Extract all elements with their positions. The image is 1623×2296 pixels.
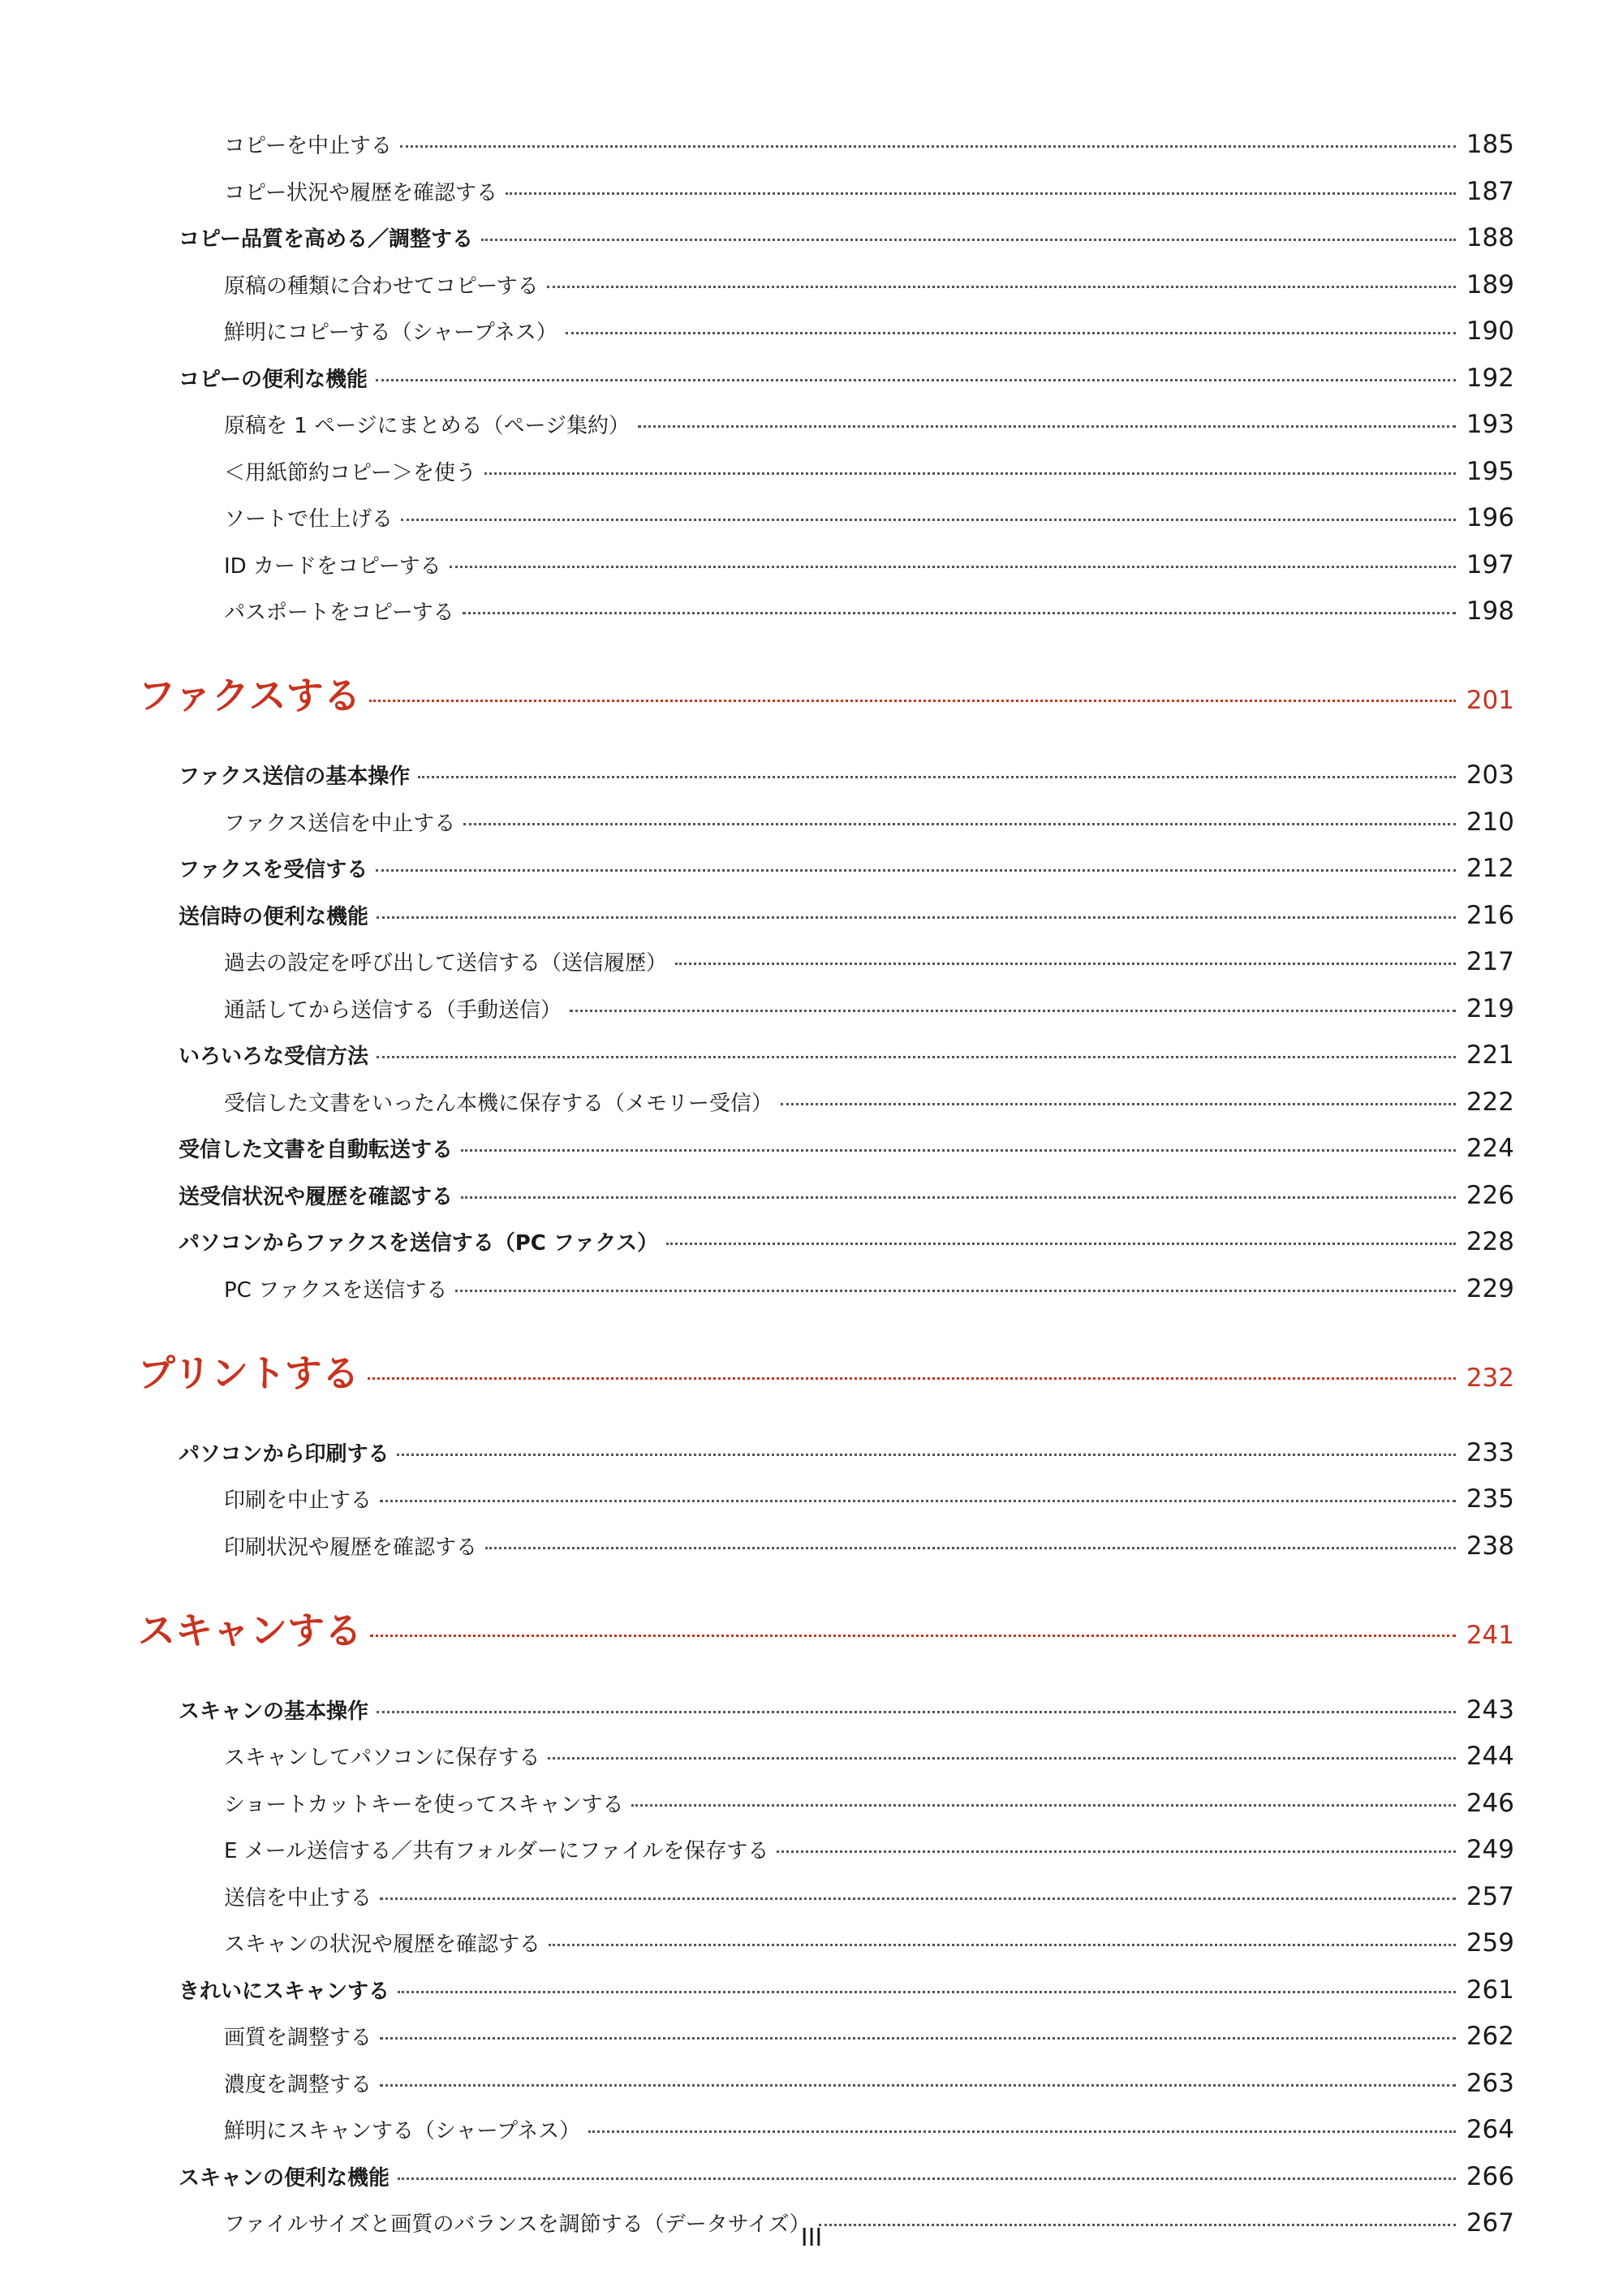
toc-entry-page: 203 <box>1466 760 1514 790</box>
dot-leader <box>376 379 1456 381</box>
toc-entry-page: 244 <box>1466 1742 1514 1771</box>
toc-entry-title: スキャンの基本操作 <box>179 1699 369 1724</box>
dot-leader <box>566 332 1456 334</box>
dot-leader <box>368 1377 1456 1380</box>
toc-entry-page: 257 <box>1466 1881 1514 1911</box>
toc-entry-title: スキャンの便利な機能 <box>179 2165 390 2190</box>
toc-entry-title: 通話してから送信する（手動送信） <box>224 997 562 1023</box>
toc-subsection-entry[interactable] <box>224 1268 1514 1310</box>
dot-leader <box>506 192 1456 195</box>
toc-entry-page: 212 <box>1466 854 1514 883</box>
toc-entry-page: 185 <box>1466 130 1514 159</box>
toc-entry-title: コピーの便利な機能 <box>179 367 368 392</box>
toc-entry-title: 送信時の便利な機能 <box>179 904 369 929</box>
toc-subsection-entry[interactable] <box>224 544 1514 586</box>
toc-section-entry[interactable] <box>179 1689 1514 1731</box>
dot-leader <box>380 1898 1456 1900</box>
toc-entry-title: 画質を調整する <box>224 2026 372 2050</box>
toc-section-entry[interactable] <box>179 894 1514 937</box>
toc-entry-title: ID カードをコピーする <box>224 554 441 579</box>
toc-subsection-entry[interactable] <box>224 590 1514 632</box>
toc-subsection-entry[interactable] <box>224 310 1514 352</box>
page-number: III <box>800 2224 823 2252</box>
toc-entry-page: 246 <box>1466 1788 1514 1818</box>
toc-entry-title: E メール送信する／共有フォルダーにファイルを保存する <box>224 1839 769 1863</box>
toc-section-entry[interactable] <box>179 1034 1514 1076</box>
toc-entry-page: 243 <box>1466 1695 1514 1725</box>
dot-leader <box>549 1944 1456 1946</box>
toc-entry-page: 198 <box>1466 597 1514 626</box>
dot-leader <box>547 286 1456 288</box>
toc-subsection-entry[interactable] <box>224 2062 1514 2104</box>
dot-leader <box>570 1010 1456 1012</box>
toc-entry-title: ファクスを受信する <box>179 858 368 882</box>
dot-leader <box>548 1757 1456 1760</box>
toc-entry-page: 189 <box>1466 269 1514 299</box>
toc-entry-page: 264 <box>1466 2115 1514 2144</box>
toc-entry-page: 197 <box>1466 549 1514 579</box>
toc-subsection-entry[interactable] <box>224 497 1514 539</box>
dot-leader <box>588 2130 1456 2133</box>
toc-entry-page: 266 <box>1466 2161 1514 2191</box>
toc-entry-title: ファクス送信を中止する <box>224 811 456 836</box>
toc-entry-page: 235 <box>1466 1484 1514 1514</box>
dot-leader <box>484 472 1456 475</box>
toc-entry-title: 原稿を 1 ページにまとめる（ページ集約） <box>224 414 631 438</box>
toc-entry-page: 210 <box>1466 807 1514 837</box>
toc-entry-title: 印刷を中止する <box>224 1488 372 1513</box>
toc-entry-page: 216 <box>1466 900 1514 930</box>
toc-entry-page: 190 <box>1466 317 1514 346</box>
dot-leader <box>463 823 1456 825</box>
toc-subsection-entry[interactable] <box>224 1525 1514 1567</box>
toc-entry-title: 送受信状況や履歴を確認する <box>179 1184 454 1209</box>
toc-entry-title: 原稿の種類に合わせてコピーする <box>224 274 539 299</box>
toc-subsection-entry[interactable] <box>224 1876 1514 1918</box>
toc-entry-title: 送信を中止する <box>224 1885 372 1910</box>
toc-entry-title: スキャンの状況や履歴を確認する <box>224 1932 541 1957</box>
toc-entry-title: 濃度を調整する <box>224 2072 372 2097</box>
dot-leader <box>485 1547 1456 1549</box>
toc-section-entry[interactable] <box>179 1127 1514 1170</box>
dot-leader <box>376 869 1456 872</box>
dot-leader <box>380 2037 1456 2040</box>
toc-entry-page: 219 <box>1466 993 1514 1023</box>
dot-leader <box>380 2084 1456 2087</box>
dot-leader <box>463 612 1456 614</box>
toc-entry-title: きれいにスキャンする <box>179 1979 390 2004</box>
toc-entry-title: ファクス送信の基本操作 <box>179 765 411 789</box>
toc-subsection-entry[interactable] <box>224 2109 1514 2151</box>
toc-section-entry[interactable] <box>179 2156 1514 2198</box>
toc-subsection-entry[interactable] <box>224 450 1514 493</box>
toc-entry-page: 188 <box>1466 223 1514 252</box>
toc-entry-title: スキャンしてパソコンに保存する <box>224 1746 540 1770</box>
toc-entry-page: 221 <box>1466 1040 1514 1070</box>
toc-subsection-entry[interactable] <box>224 1735 1514 1777</box>
toc-subsection-entry[interactable] <box>224 123 1514 166</box>
dot-leader <box>377 1056 1456 1058</box>
toc-entry-page: 238 <box>1466 1531 1514 1561</box>
toc-entry-title: パソコンから印刷する <box>179 1441 390 1467</box>
toc-entry-title: 受信した文書をいったん本機に保存する（メモリー受信） <box>224 1091 773 1116</box>
toc-entry-page: 232 <box>1466 1363 1514 1393</box>
toc-subsection-entry[interactable] <box>224 1829 1514 1871</box>
toc-entry-title: 鮮明にスキャンする（シャープネス） <box>224 2119 581 2143</box>
toc-subsection-entry[interactable] <box>224 941 1514 983</box>
dot-leader <box>369 700 1456 702</box>
toc-entry-title: 受信した文書を自動転送する <box>179 1138 454 1162</box>
toc-subsection-entry[interactable] <box>224 2015 1514 2057</box>
toc-entry-title: ファイルサイズと画質のバランスを調節する（データサイズ） <box>224 2212 811 2237</box>
toc-subsection-entry[interactable] <box>224 1081 1514 1123</box>
toc-section-entry[interactable] <box>179 754 1514 796</box>
dot-leader <box>675 963 1456 965</box>
dot-leader <box>666 1243 1456 1245</box>
dot-leader <box>397 1454 1456 1456</box>
dot-leader <box>450 566 1456 568</box>
dot-leader <box>380 1500 1456 1502</box>
toc-entry-title: PC ファクスを送信する <box>224 1277 448 1303</box>
toc-entry-page: 192 <box>1466 363 1514 393</box>
toc-subsection-entry[interactable] <box>224 1922 1514 1964</box>
toc-section-entry[interactable] <box>179 357 1514 399</box>
toc-section-entry[interactable] <box>179 1969 1514 2011</box>
toc-chapter-entry[interactable] <box>138 667 1514 724</box>
toc-section-entry[interactable] <box>179 1432 1514 1474</box>
dot-leader <box>400 145 1456 148</box>
toc-entry-title: 鮮明にコピーする（シャープネス） <box>224 321 558 345</box>
toc-entry-page: 267 <box>1466 2208 1514 2238</box>
dot-leader <box>418 776 1456 778</box>
toc-entry-title: ＜用紙節約コピー＞を使う <box>224 460 476 485</box>
toc-entry-title: ソートで仕上げる <box>224 507 394 532</box>
toc-entry-page: 228 <box>1466 1227 1514 1256</box>
toc-entry-page: 224 <box>1466 1134 1514 1163</box>
dot-leader <box>461 1149 1456 1152</box>
toc-chapter-entry[interactable] <box>138 1602 1514 1659</box>
dot-leader <box>781 1103 1456 1105</box>
toc-entry-page: 241 <box>1466 1620 1514 1650</box>
dot-leader <box>777 1850 1456 1853</box>
toc-entry-title: パソコンからファクスを送信する（PC ファクス） <box>179 1231 659 1256</box>
toc-entry-page: 195 <box>1466 456 1514 486</box>
toc-entry-title: 過去の設定を呼び出して送信する（送信履歴） <box>224 951 668 976</box>
toc-section-entry[interactable] <box>179 1174 1514 1217</box>
dot-leader <box>461 1196 1456 1199</box>
toc-entry-page: 196 <box>1466 503 1514 532</box>
dot-leader <box>398 2178 1456 2180</box>
toc-entry-page: 193 <box>1466 410 1514 439</box>
toc-entry-page: 262 <box>1466 2022 1514 2051</box>
toc-entry-title: コピー品質を高める／調整する <box>179 227 473 252</box>
dot-leader <box>377 916 1456 919</box>
toc-chapter-entry[interactable] <box>138 1345 1514 1402</box>
toc-entry-title: コピーを中止する <box>224 134 392 158</box>
dot-leader <box>377 1711 1456 1713</box>
toc-section-entry[interactable] <box>179 1221 1514 1263</box>
dot-leader <box>398 1991 1456 1993</box>
dot-leader <box>631 1804 1456 1807</box>
toc-section-entry[interactable] <box>179 847 1514 890</box>
toc-entry-page: 222 <box>1466 1087 1514 1117</box>
toc-entry-page: 263 <box>1466 2068 1514 2098</box>
toc-subsection-entry[interactable] <box>224 1782 1514 1824</box>
toc-subsection-entry[interactable] <box>224 403 1514 446</box>
dot-leader <box>455 1290 1456 1292</box>
toc-entry-title: 印刷状況や履歴を確認する <box>224 1535 478 1560</box>
toc-entry-title: いろいろな受信方法 <box>179 1045 369 1069</box>
toc-subsection-entry[interactable] <box>224 170 1514 213</box>
toc-entry-page: 259 <box>1466 1928 1514 1958</box>
toc-entry-page: 233 <box>1466 1437 1514 1467</box>
toc-subsection-entry[interactable] <box>224 801 1514 843</box>
toc-subsection-entry[interactable] <box>224 264 1514 306</box>
toc-subsection-entry[interactable] <box>224 988 1514 1030</box>
toc-entry-page: 201 <box>1466 686 1514 715</box>
toc-entry-page: 217 <box>1466 947 1514 976</box>
toc-entry-title: ショートカットキーを使ってスキャンする <box>224 1792 624 1817</box>
dot-leader <box>481 239 1456 241</box>
toc-entry-title: スキャンする <box>138 1608 362 1652</box>
toc-entry-page: 226 <box>1466 1180 1514 1210</box>
toc-entry-page: 229 <box>1466 1273 1514 1303</box>
toc-subsection-entry[interactable] <box>224 1478 1514 1520</box>
dot-leader <box>370 1635 1456 1637</box>
toc-entry-page: 249 <box>1466 1835 1514 1864</box>
toc-entry-title: ファクスする <box>138 674 361 717</box>
dot-leader <box>638 425 1456 428</box>
toc-entry-title: パスポートをコピーする <box>224 601 454 625</box>
toc-entry-title: コピー状況や履歴を確認する <box>224 180 497 205</box>
dot-leader <box>401 519 1456 521</box>
toc-section-entry[interactable] <box>179 217 1514 259</box>
toc-entry-page: 187 <box>1466 176 1514 206</box>
toc-entry-page: 261 <box>1466 1975 1514 2005</box>
toc-entry-title: プリントする <box>138 1350 359 1395</box>
